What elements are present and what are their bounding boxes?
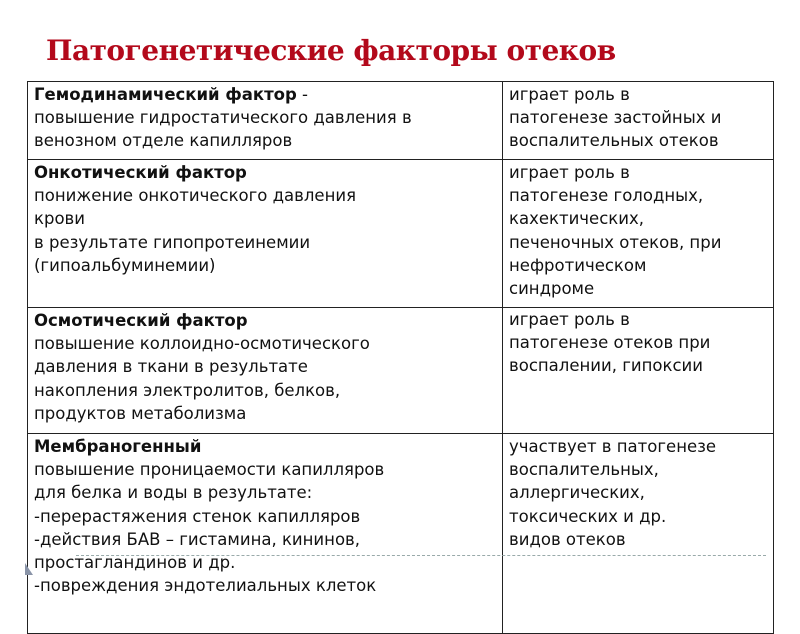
role-cell <box>503 434 774 634</box>
factor-text-line: давления в ткани в результате <box>34 357 308 377</box>
table-row <box>28 434 774 634</box>
slide-title: Патогенетические факторы отеков <box>46 34 616 67</box>
role-cell <box>503 308 774 434</box>
table-row <box>28 160 774 308</box>
factor-text-line: в результате гипопротеинемии <box>34 232 311 252</box>
factor-text-line: накопления электролитов, белков, <box>34 380 341 400</box>
role-text-line: воспалительных отеков <box>509 131 719 151</box>
guide-dashed-line <box>76 555 766 556</box>
role-text-line: синдроме <box>509 279 595 299</box>
factor-text-line: -повреждения эндотелиальных клеток <box>34 576 377 596</box>
factor-heading: Осмотический фактор <box>34 311 248 330</box>
factor-text-line: -перерастяжения стенок капилляров <box>34 506 361 526</box>
factor-cell <box>28 82 503 160</box>
role-text-line: патогенезе застойных и <box>509 108 722 128</box>
factor-text-line: венозном отделе капилляров <box>34 131 293 151</box>
role-text-line: патогенезе отеков при <box>509 333 711 353</box>
factor-text-line: -действия БАВ – гистамина, кининов, <box>34 529 361 549</box>
heading-suffix: - <box>296 85 308 104</box>
slide-nav-triangle-icon[interactable] <box>25 563 33 575</box>
role-text-line: играет роль в <box>509 85 630 104</box>
factor-text-line: продуктов метаболизма <box>34 403 247 423</box>
role-text-line: кахектических, <box>509 209 644 229</box>
factor-text-line: (гипоальбуминемии) <box>34 255 216 275</box>
role-text-line: печеночных отеков, при <box>509 232 722 252</box>
role-text-line: воспалительных, <box>509 460 659 480</box>
table-row <box>28 82 774 160</box>
factor-heading: Мембраногенный <box>34 437 202 456</box>
role-text-line: патогенезе голодных, <box>509 186 704 206</box>
table-row <box>28 308 774 434</box>
factor-text-line: понижение онкотического давления <box>34 186 357 206</box>
factor-text-line: повышение коллоидно-осмотического <box>34 334 370 354</box>
role-text-line: участвует в патогенезе <box>509 437 717 456</box>
role-text-line: видов отеков <box>509 529 626 549</box>
factor-cell <box>28 308 503 434</box>
role-cell <box>503 160 774 308</box>
role-cell <box>503 82 774 160</box>
factor-heading: Онкотический фактор <box>34 163 247 182</box>
factor-text-line: крови <box>34 209 85 229</box>
factor-heading: Гемодинамический фактор <box>34 85 297 104</box>
role-text-line: играет роль в <box>509 310 630 329</box>
role-text-line: воспалении, гипоксии <box>509 356 703 376</box>
factors-table <box>27 81 774 634</box>
factor-cell <box>28 160 503 308</box>
role-text-line: токсических и др. <box>509 506 667 526</box>
role-text-line: нефротическом <box>509 255 647 275</box>
role-text-line: аллергических, <box>509 483 645 503</box>
factor-cell <box>28 434 503 634</box>
factor-text-line: для белка и воды в результате: <box>34 483 313 503</box>
factor-text-line: повышение проницаемости капилляров <box>34 460 385 480</box>
factor-text-line: повышение гидростатического давления в <box>34 108 412 128</box>
factor-text-line: простагландинов и др. <box>34 553 236 573</box>
role-text-line: играет роль в <box>509 163 630 182</box>
